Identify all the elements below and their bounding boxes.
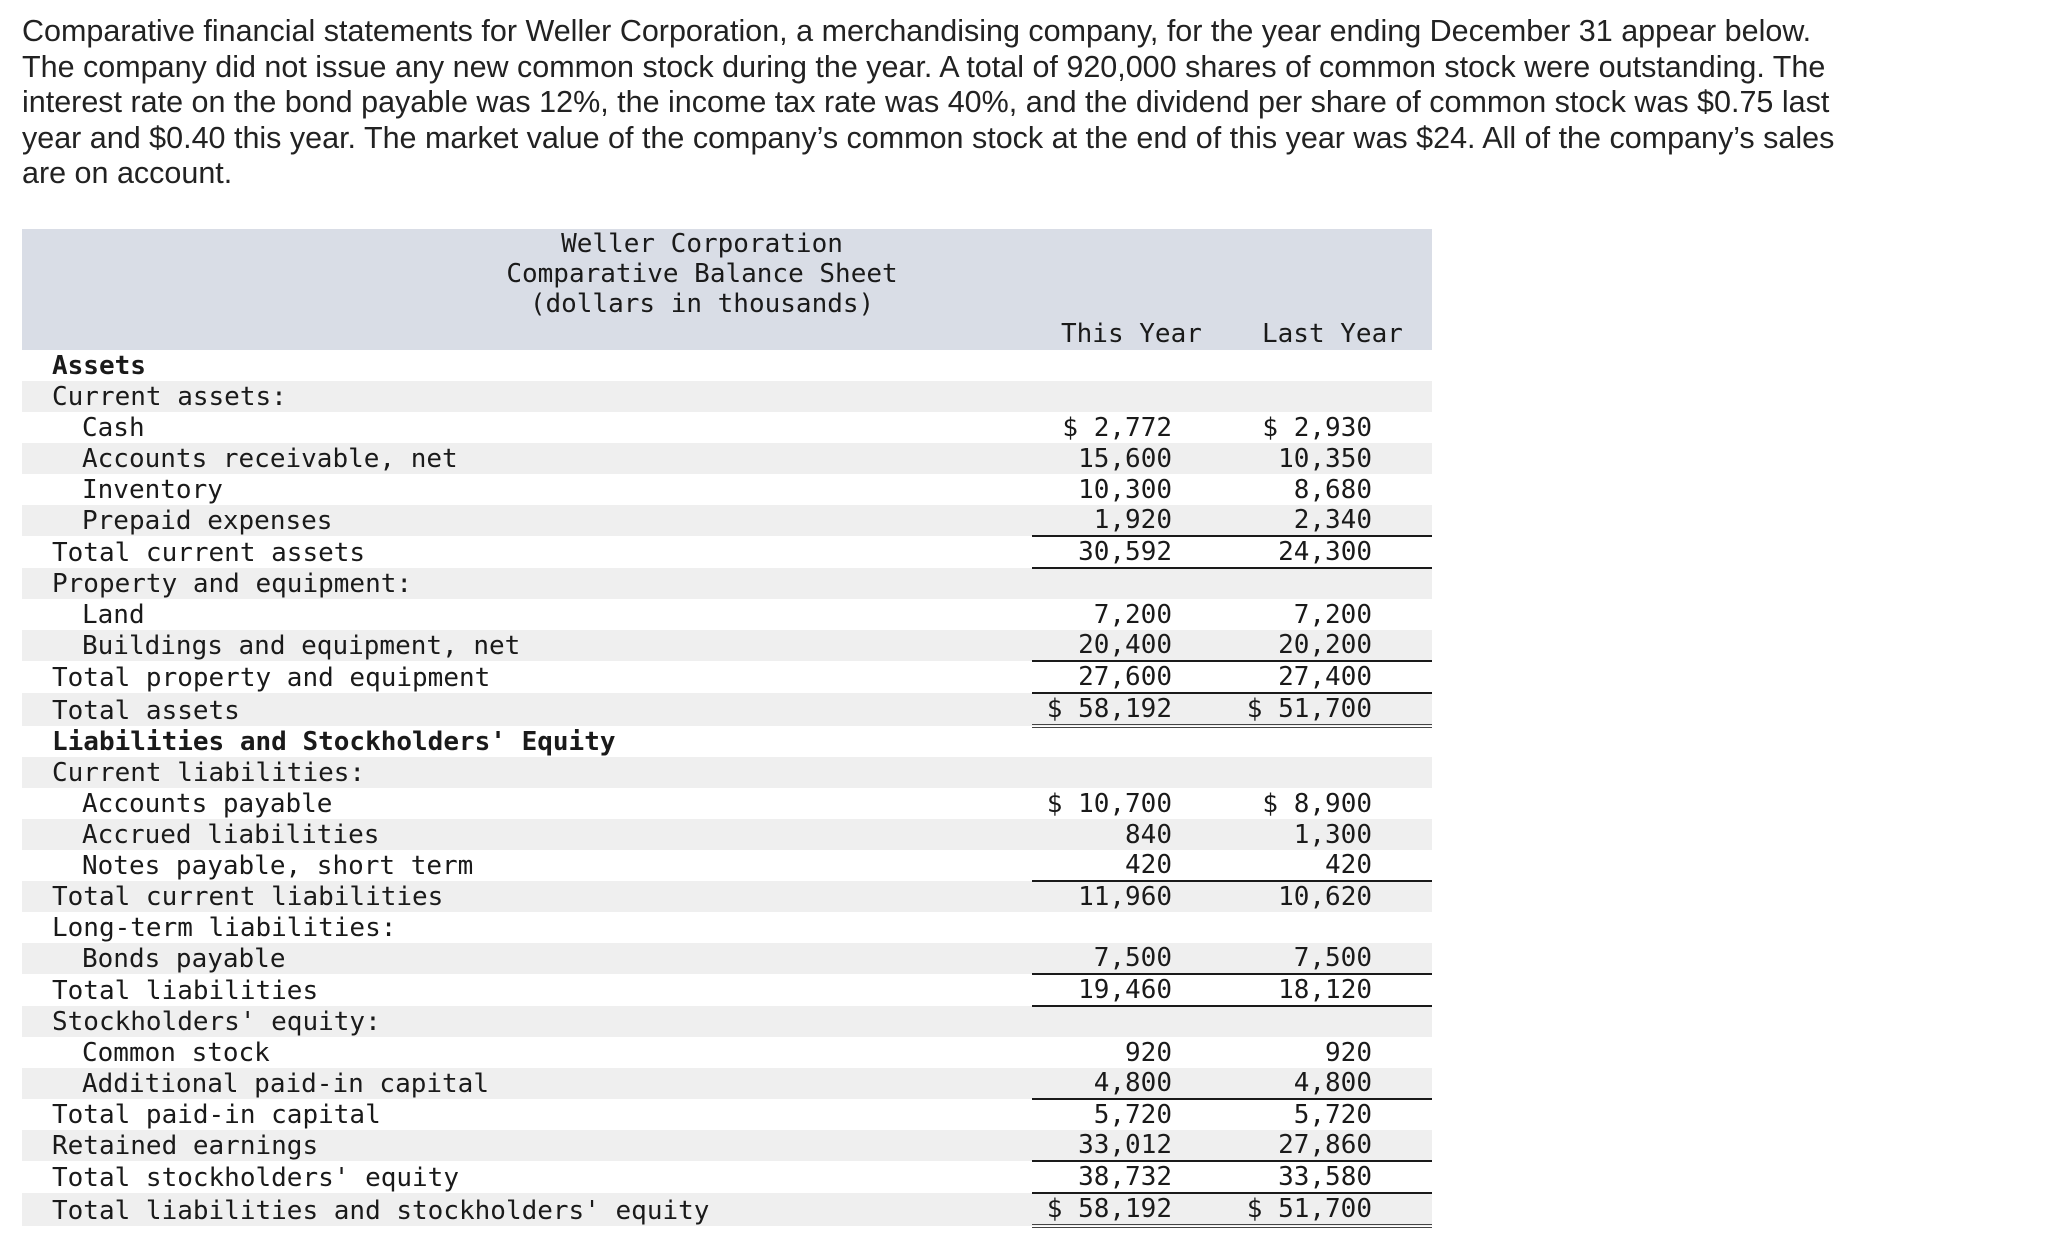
row-label: Accounts receivable, net [22, 443, 1032, 474]
value-last-year: $ 51,700 [1232, 1193, 1432, 1226]
value-this-year: $ 58,192 [1032, 1193, 1232, 1226]
column-header-this-year: This Year [1061, 319, 1202, 349]
row-label: Additional paid-in capital [22, 1068, 1032, 1099]
value-this-year: 38,732 [1032, 1161, 1232, 1193]
value-last-year: 7,200 [1293, 600, 1372, 630]
row-label: Stockholders' equity: [22, 1006, 1032, 1037]
row-label: Notes payable, short term [82, 851, 474, 881]
value-last-year: 20,200 [1232, 630, 1432, 661]
value-this-year: 11,960 [1032, 881, 1232, 912]
value-last-year: 18,120 [1232, 974, 1432, 1006]
value-last-year: 4,800 [1232, 1068, 1432, 1099]
table-row [22, 943, 1432, 974]
problem-intro [22, 14, 1942, 192]
value-last-year: 24,300 [1232, 536, 1432, 568]
row-label: Common stock [82, 1038, 270, 1068]
table-row [22, 850, 1432, 881]
value-this-year: 4,800 [1032, 1068, 1232, 1099]
intro-line: Comparative financial statements for Weller Corporation, a merchandising company, for the year ending December 31 appear below. [22, 14, 1812, 48]
value-this-year [1032, 568, 1232, 599]
value-this-year [1032, 726, 1232, 757]
row-label: Total property and equipment [52, 663, 491, 693]
table-row [22, 819, 1432, 850]
row-label: Total assets [22, 693, 1032, 726]
value-last-year [1232, 757, 1432, 788]
value-this-year: 33,012 [1032, 1130, 1232, 1161]
statement-units: (dollars in thousands) [529, 289, 875, 319]
value-last-year: 27,400 [1232, 661, 1432, 693]
table-row [22, 1006, 1432, 1037]
row-label: Buildings and equipment, net [22, 630, 1032, 661]
table-row [22, 661, 1432, 693]
column-header-last-year: Last Year [1262, 319, 1403, 349]
value-last-year: 8,680 [1293, 475, 1372, 505]
value-this-year: 1,920 [1032, 505, 1232, 536]
table-row [22, 1193, 1432, 1226]
value-last-year [1232, 1006, 1432, 1037]
row-label: Current liabilities: [22, 757, 1032, 788]
value-this-year: 20,400 [1032, 630, 1232, 661]
value-last-year: 420 [1232, 850, 1432, 881]
value-this-year [1032, 1006, 1232, 1037]
table-row [22, 1099, 1432, 1130]
value-last-year: 2,340 [1232, 505, 1432, 536]
row-label: Cash [82, 413, 145, 443]
table-row [22, 412, 1432, 443]
value-this-year: 840 [1032, 819, 1232, 850]
value-this-year: 7,500 [1032, 943, 1232, 974]
value-last-year [1232, 381, 1432, 412]
row-label: Total stockholders' equity [52, 1163, 459, 1193]
table-row [22, 443, 1432, 474]
value-last-year: $ 8,900 [1262, 789, 1372, 819]
value-this-year: 920 [1125, 1038, 1172, 1068]
value-this-year: 10,300 [1078, 475, 1172, 505]
table-row [22, 630, 1432, 661]
table-row [22, 912, 1432, 943]
statement-name: Comparative Balance Sheet [506, 259, 898, 289]
value-last-year: 920 [1325, 1038, 1372, 1068]
section-heading-assets: Assets [52, 351, 146, 381]
balance-sheet-header [22, 229, 1432, 350]
balance-sheet [22, 229, 1432, 1228]
value-this-year: 420 [1032, 850, 1232, 881]
value-last-year: 7,500 [1232, 943, 1432, 974]
value-this-year [1032, 757, 1232, 788]
value-this-year [1032, 350, 1232, 381]
intro-line: The company did not issue any new common stock during the year. A total of 920,000 shares of common stock were outstanding. The [22, 49, 1826, 84]
table-row [22, 599, 1432, 630]
value-this-year: $ 58,192 [1032, 693, 1232, 726]
table-row [22, 788, 1432, 819]
table-row [22, 1130, 1432, 1161]
value-last-year: $ 2,930 [1262, 413, 1372, 443]
row-label: Land [82, 600, 145, 630]
value-last-year: 1,300 [1232, 819, 1432, 850]
value-this-year: $ 2,772 [1062, 413, 1172, 443]
value-last-year [1232, 726, 1432, 757]
value-last-year: 10,620 [1232, 881, 1432, 912]
table-row [22, 693, 1432, 726]
value-this-year [1032, 381, 1232, 412]
row-label: Prepaid expenses [22, 505, 1032, 536]
intro-line: are on account. [22, 156, 233, 190]
value-last-year [1232, 912, 1432, 943]
table-row [22, 474, 1432, 505]
company-name: Weller Corporation [561, 229, 843, 259]
table-row [22, 974, 1432, 1006]
row-label: Total current assets [52, 538, 366, 568]
value-this-year: 27,600 [1032, 661, 1232, 693]
table-row [22, 757, 1432, 788]
value-last-year: 33,580 [1232, 1161, 1432, 1193]
value-this-year [1032, 912, 1232, 943]
intro-line: year and $0.40 this year. The market value of the company’s common stock at the end of this year was $24. All of the company’s sales [22, 120, 1835, 155]
row-label: Long-term liabilities: [52, 913, 397, 943]
table-row [22, 350, 1432, 381]
value-last-year: 5,720 [1293, 1100, 1372, 1130]
table-row [22, 381, 1432, 412]
statement-title [352, 229, 1052, 319]
table-row [22, 568, 1432, 599]
value-last-year: 10,350 [1232, 443, 1432, 474]
row-label: Total current liabilities [22, 881, 1032, 912]
table-row [22, 1068, 1432, 1099]
row-label: Inventory [82, 475, 223, 505]
row-label: Total liabilities and stockholders' equity [22, 1193, 1032, 1226]
value-last-year: 27,860 [1232, 1130, 1432, 1161]
balance-sheet-table [22, 350, 1432, 1228]
value-last-year [1232, 568, 1432, 599]
value-this-year: 30,592 [1032, 536, 1232, 568]
section-heading-liabilities-equity: Liabilities and Stockholders' Equity [52, 727, 616, 757]
row-label: Accounts payable [82, 789, 333, 819]
value-last-year [1232, 350, 1432, 381]
value-this-year: 7,200 [1093, 600, 1172, 630]
table-row [22, 1161, 1432, 1193]
table-row [22, 881, 1432, 912]
table-row [22, 505, 1432, 536]
table-row [22, 726, 1432, 757]
value-this-year: 5,720 [1093, 1100, 1172, 1130]
intro-line: interest rate on the bond payable was 12%, the income tax rate was 40%, and the dividend per share of common stock was $0.75 last [22, 85, 1830, 119]
value-last-year: $ 51,700 [1232, 693, 1432, 726]
value-this-year: $ 10,700 [1046, 789, 1172, 819]
row-label: Accrued liabilities [22, 819, 1032, 850]
value-this-year: 15,600 [1032, 443, 1232, 474]
value-this-year: 19,460 [1032, 974, 1232, 1006]
row-label: Property and equipment: [22, 568, 1032, 599]
row-label: Total paid-in capital [52, 1100, 381, 1130]
row-label: Current assets: [22, 381, 1032, 412]
row-label: Bonds payable [22, 943, 1032, 974]
row-label: Total liabilities [52, 976, 319, 1006]
table-row [22, 536, 1432, 568]
row-label: Retained earnings [22, 1130, 1032, 1161]
table-row [22, 1037, 1432, 1068]
